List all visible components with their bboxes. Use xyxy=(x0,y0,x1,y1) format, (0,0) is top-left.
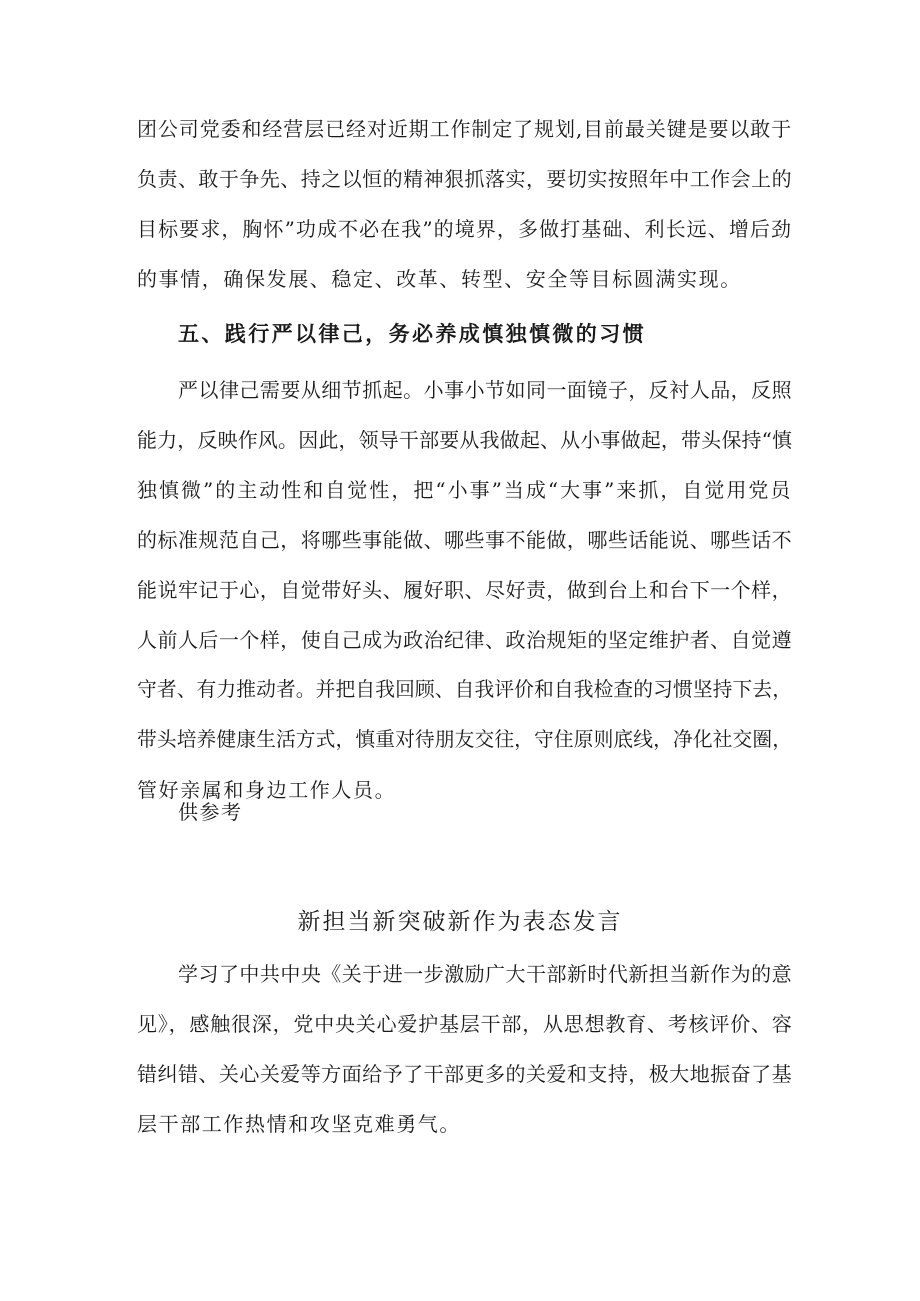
paragraph-line: 带头培养健康生活方式，慎重对待朋友交往，守住原则底线，净化社交圈， xyxy=(137,728,792,751)
article-title: 新担当新突破新作为表态发言 xyxy=(297,909,623,935)
paragraph-line: 管好亲属和身边工作人员。 xyxy=(137,778,397,802)
section-heading: 五、践行严以律己，务必养成慎独慎微的习惯 xyxy=(178,321,646,346)
paragraph-line: 守者、有力推动者。并把自我回顾、自我评价和自我检查的习惯坚持下去， xyxy=(137,678,792,701)
paragraph-line: 的标准规范自己，将哪些事能做、哪些事不能做，哪些话能说、哪些话不 xyxy=(137,528,792,552)
paragraph-line: 严以律己需要从细节抓起。小事小节如同一面镜子，反衬人品，反照 xyxy=(178,378,792,402)
paragraph-line: 负责、敢于争先、持之以恒的精神狠抓落实，要切实按照年中工作会上的 xyxy=(137,167,792,191)
reference-note: 供参考 xyxy=(178,800,243,824)
paragraph-line: 见》，感触很深，党中央关心爱护基层干部，从思想教育、考核评价、容 xyxy=(137,1012,793,1036)
paragraph-line: 的事情，确保发展、稳定、改革、转型、安全等目标圆满实现。 xyxy=(137,267,742,291)
paragraph-line: 错纠错、关心关爱等方面给予了干部更多的关爱和支持，极大地振奋了基 xyxy=(137,1062,792,1086)
paragraph-line: 学习了中共中央《关于进一步激励广大干部新时代新担当新作为的意 xyxy=(178,962,792,986)
paragraph-line: 团公司党委和经营层已经对近期工作制定了规划,目前最关键是要以敢于 xyxy=(137,117,792,141)
paragraph-line: 能说牢记于心，自觉带好头、履好职、尽好责，做到台上和台下一个样， xyxy=(137,578,792,602)
paragraph-line: 人前人后一个样，使自己成为政治纪律、政治规矩的坚定维护者、自觉遵 xyxy=(137,628,792,652)
paragraph-line: 目标要求，胸怀”功成不必在我”的境界，多做打基础、利长远、增后劲 xyxy=(137,217,792,241)
paragraph-line: 独慎微”的主动性和自觉性，把“小事”当成“大事”来抓，自觉用党员 xyxy=(137,478,792,502)
paragraph-line: 能力，反映作风。因此，领导干部要从我做起、从小事做起，带头保持“慎 xyxy=(137,428,792,452)
paragraph-line: 层干部工作热情和攻坚克难勇气。 xyxy=(137,1112,461,1136)
